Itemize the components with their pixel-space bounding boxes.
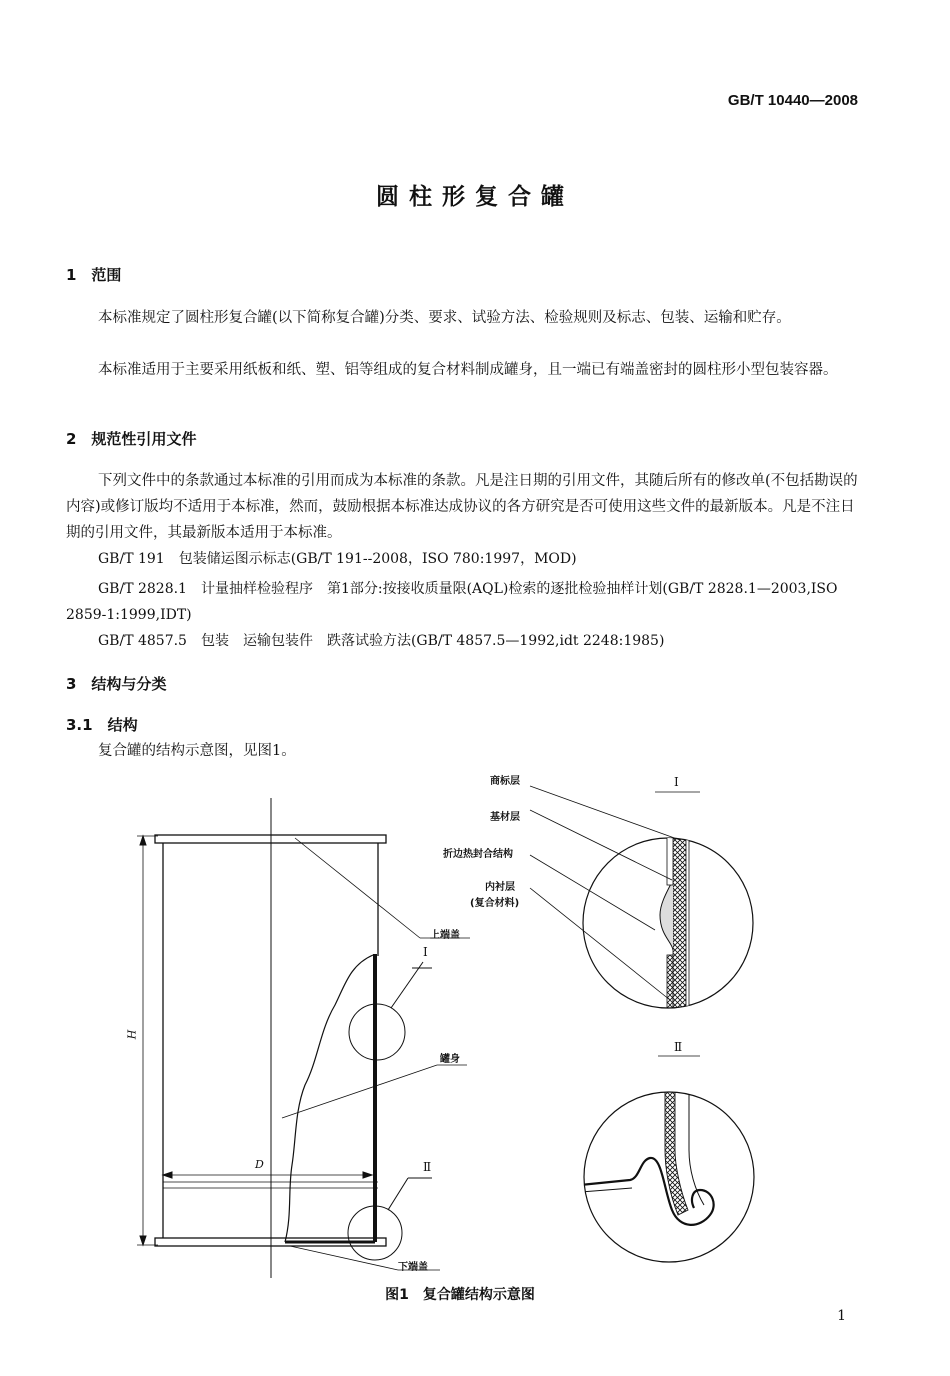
section-2-heading: 2 规范性引用文件 xyxy=(66,430,197,448)
label-base-layer: 基材层 xyxy=(490,812,520,823)
dimension-H-label: H xyxy=(125,1029,139,1040)
label-liner-layer: 内衬层 xyxy=(485,882,515,893)
detail-II-circle xyxy=(580,1085,754,1262)
dimension-H xyxy=(137,836,158,1245)
reference-item: GB/T 2828.1 计量抽样检验程序 第1部分:按接收质量限(AQL)检索的逐批检验抽样计划(GB/T 2828.1—2003,ISO 2859-1:1999,IDT) xyxy=(66,581,838,623)
reference-item: GB/T 191 包装储运图示标志(GB/T 191--2008，ISO 780:1997，MOD) xyxy=(98,551,577,567)
section-2-intro: 下列文件中的条款通过本标准的引用而成为本标准的条款。凡是注日期的引用文件，其随后所有的修改单(不包括勘误的内容)或修订版均不适用于本标准，然而，鼓励根据本标准达成协议的各方研究是否可使用这些文件的最新版本。凡是不注日期的引用文件，其最新版本适用于本标准。 xyxy=(66,473,858,541)
detail-I-marker-label: I xyxy=(423,945,428,959)
section-1-paragraph-2: 本标准适用于主要采用纸板和纸、塑、铝等组成的复合材料制成罐身，且一端已有端盖密封的圆柱形小型包装容器。 xyxy=(98,362,838,378)
label-fold-seal-structure: 折边热封合结构 xyxy=(443,849,513,860)
section-1-paragraph-1: 本标准规定了圆柱形复合罐(以下简称复合罐)分类、要求、试验方法、检验规则及标志、包装、运输和贮存。 xyxy=(98,310,791,326)
label-trademark-layer: 商标层 xyxy=(490,776,520,787)
label-can-body: 罐身 xyxy=(440,1054,460,1065)
detail-I-circle xyxy=(583,830,753,1025)
label-top-lid: 上端盖 xyxy=(430,930,460,941)
label-liner-material: (复合材料) xyxy=(470,898,520,909)
detail-II-title: Ⅱ xyxy=(674,1040,683,1054)
section-3-1-heading: 3.1 结构 xyxy=(66,716,138,734)
section-3-1-text: 复合罐的结构示意图，见图1。 xyxy=(98,743,296,759)
page-number: 1 xyxy=(837,1308,846,1324)
section-3-heading: 3 结构与分类 xyxy=(66,675,167,693)
detail-markers xyxy=(348,962,432,1260)
reference-item: GB/T 4857.5 包装 运输包装件 跌落试验方法(GB/T 4857.5—1992,idt 2248:1985) xyxy=(98,633,665,649)
standard-code: GB/T 10440—2008 xyxy=(727,92,858,109)
page-title: 圆柱形复合罐 xyxy=(376,184,574,210)
detail-I-title: I xyxy=(674,775,679,789)
dimension-D xyxy=(163,1172,372,1178)
label-bottom-lid: 下端盖 xyxy=(398,1262,428,1273)
dimension-D-label: D xyxy=(255,1158,264,1171)
figure-caption: 图1 复合罐结构示意图 xyxy=(385,1287,535,1303)
detail-II-marker-label: Ⅱ xyxy=(423,1160,432,1174)
section-1-heading: 1 范围 xyxy=(66,266,122,284)
